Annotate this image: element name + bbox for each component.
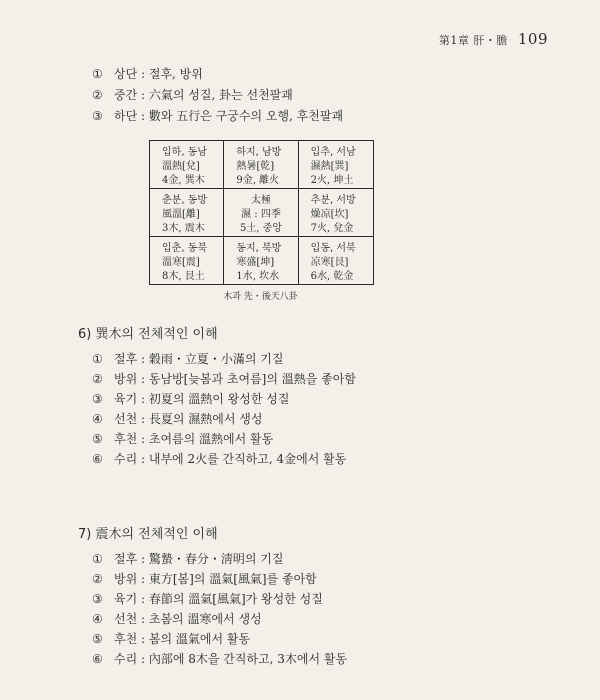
cell-qi-trigram: 熱暑[乾] <box>236 161 275 172</box>
item-number: ③ <box>92 592 103 606</box>
cell-number-element: 7火, 兌金 <box>310 223 354 234</box>
grid-cell-east <box>150 189 224 237</box>
page-number: 109 <box>517 30 548 48</box>
list-item <box>92 609 347 629</box>
cell-number-element: 1水, 坎水 <box>236 271 280 282</box>
cell-number-element: 4金, 巽木 <box>162 175 205 186</box>
section-6-list <box>92 349 356 469</box>
intro-list <box>92 64 343 127</box>
cell-season-direction: 하지, 남방 <box>236 147 282 158</box>
cell-number-element: 6水, 乾金 <box>310 271 354 282</box>
cell-season-direction: 동지, 북방 <box>236 243 282 254</box>
grid-cell-west <box>299 189 373 237</box>
item-number: ④ <box>92 612 103 626</box>
cell-qi-trigram: 溫寒[震] <box>162 257 200 268</box>
item-number: ⑥ <box>92 652 103 666</box>
cell-number-element: 8木, 艮土 <box>162 271 205 282</box>
cell-qi-trigram: 風溫[離] <box>162 209 200 220</box>
item-text: 절후 : 驚蟄・春分・淸明의 기질 <box>114 552 284 566</box>
item-text: 중간 : 六氣의 성질, 卦는 선천팔괘 <box>114 88 293 102</box>
item-number: ② <box>92 372 103 386</box>
item-number: ③ <box>92 109 103 123</box>
item-text: 방위 : 동남방[늦봄과 초여름]의 溫熱을 좋아함 <box>114 372 356 386</box>
item-number: ① <box>92 552 103 566</box>
list-item <box>92 389 356 409</box>
cell-qi-trigram: 濕熱[巽] <box>310 161 349 172</box>
item-text: 선천 : 초봄의 溫寒에서 생성 <box>114 612 262 626</box>
item-number: ⑤ <box>92 432 103 446</box>
cell-qi-trigram: 燥凉[坎] <box>310 209 349 220</box>
nine-palace-grid <box>149 140 374 285</box>
cell-number-element: 2火, 坤土 <box>310 175 354 186</box>
chapter-title: 第1章 肝・膽 <box>438 34 508 47</box>
list-item <box>92 85 343 106</box>
cell-qi-trigram: 凉寒[艮] <box>310 257 349 268</box>
list-item <box>92 569 347 589</box>
item-number: ⑤ <box>92 632 103 646</box>
item-text: 절후 : 穀雨・立夏・小滿의 기질 <box>114 352 284 366</box>
item-number: ① <box>92 352 103 366</box>
cell-qi-trigram: 溫熱[兌] <box>162 161 200 172</box>
item-number: ② <box>92 572 103 586</box>
grid-cell-south <box>224 141 298 189</box>
item-text: 수리 : 내부에 2火를 간직하고, 4金에서 활동 <box>114 452 347 466</box>
item-text: 후천 : 봄의 溫氣에서 활동 <box>114 632 251 646</box>
cell-number-element: 9金, 離火 <box>236 175 280 186</box>
list-item <box>92 369 356 389</box>
list-item <box>92 449 356 469</box>
list-item <box>92 429 356 449</box>
list-item <box>92 349 356 369</box>
grid-cell-north <box>224 237 298 284</box>
item-text: 하단 : 數와 五行은 구궁수의 오행, 후천팔괘 <box>114 109 344 123</box>
cell-season-direction: 입추, 서남 <box>310 147 356 158</box>
item-text: 후천 : 초여름의 溫熱에서 활동 <box>114 432 274 446</box>
item-text: 상단 : 절후, 방위 <box>114 67 203 81</box>
item-text: 육기 : 初夏의 溫熱이 왕성한 성질 <box>114 392 290 406</box>
cell-season-direction: 입하, 동남 <box>162 147 207 158</box>
item-number: ③ <box>92 392 103 406</box>
item-text: 육기 : 春節의 溫氣[風氣]가 왕성한 성질 <box>114 592 323 606</box>
cell-number-element: 3木, 震木 <box>162 223 205 234</box>
running-header <box>439 30 548 48</box>
cell-qi-trigram: 寒盛[坤] <box>236 257 275 268</box>
section-7-heading: 7) 震木의 전체적인 이해 <box>78 527 218 542</box>
item-number: ② <box>92 88 103 102</box>
section-7-list <box>92 549 347 669</box>
item-text: 수리 : 內部에 8木을 간직하고, 3木에서 활동 <box>114 652 348 666</box>
grid-cell-center <box>224 189 298 237</box>
grid-cell-northeast <box>150 237 224 284</box>
cell-season-direction: 입동, 서북 <box>310 243 356 254</box>
item-text: 방위 : 東方[봄]의 溫氣[風氣]를 좋아함 <box>114 572 317 586</box>
grid-cell-southeast <box>150 141 224 189</box>
cell-season-direction: 입춘, 동북 <box>162 243 207 254</box>
list-item <box>92 649 347 669</box>
cell-taiji: 太極 <box>250 195 271 206</box>
list-item <box>92 64 343 85</box>
item-number: ⑥ <box>92 452 103 466</box>
cell-number-element: 5土, 중앙 <box>239 223 283 234</box>
item-number: ① <box>92 67 103 81</box>
list-item <box>92 106 343 127</box>
cell-season-direction: 춘분, 동방 <box>162 195 207 206</box>
cell-qi-season: 濕 : 四季 <box>241 209 281 220</box>
list-item <box>92 589 347 609</box>
section-6-heading: 6) 巽木의 전체적인 이해 <box>78 327 218 342</box>
item-number: ④ <box>92 412 103 426</box>
grid-cell-southwest <box>299 141 373 189</box>
cell-season-direction: 추분, 서방 <box>310 195 356 206</box>
list-item <box>92 549 347 569</box>
grid-caption: 木과 先・後天八卦 <box>223 292 298 302</box>
list-item <box>92 629 347 649</box>
grid-cell-northwest <box>299 237 373 284</box>
list-item <box>92 409 356 429</box>
item-text: 선천 : 長夏의 濕熱에서 생성 <box>114 412 263 426</box>
